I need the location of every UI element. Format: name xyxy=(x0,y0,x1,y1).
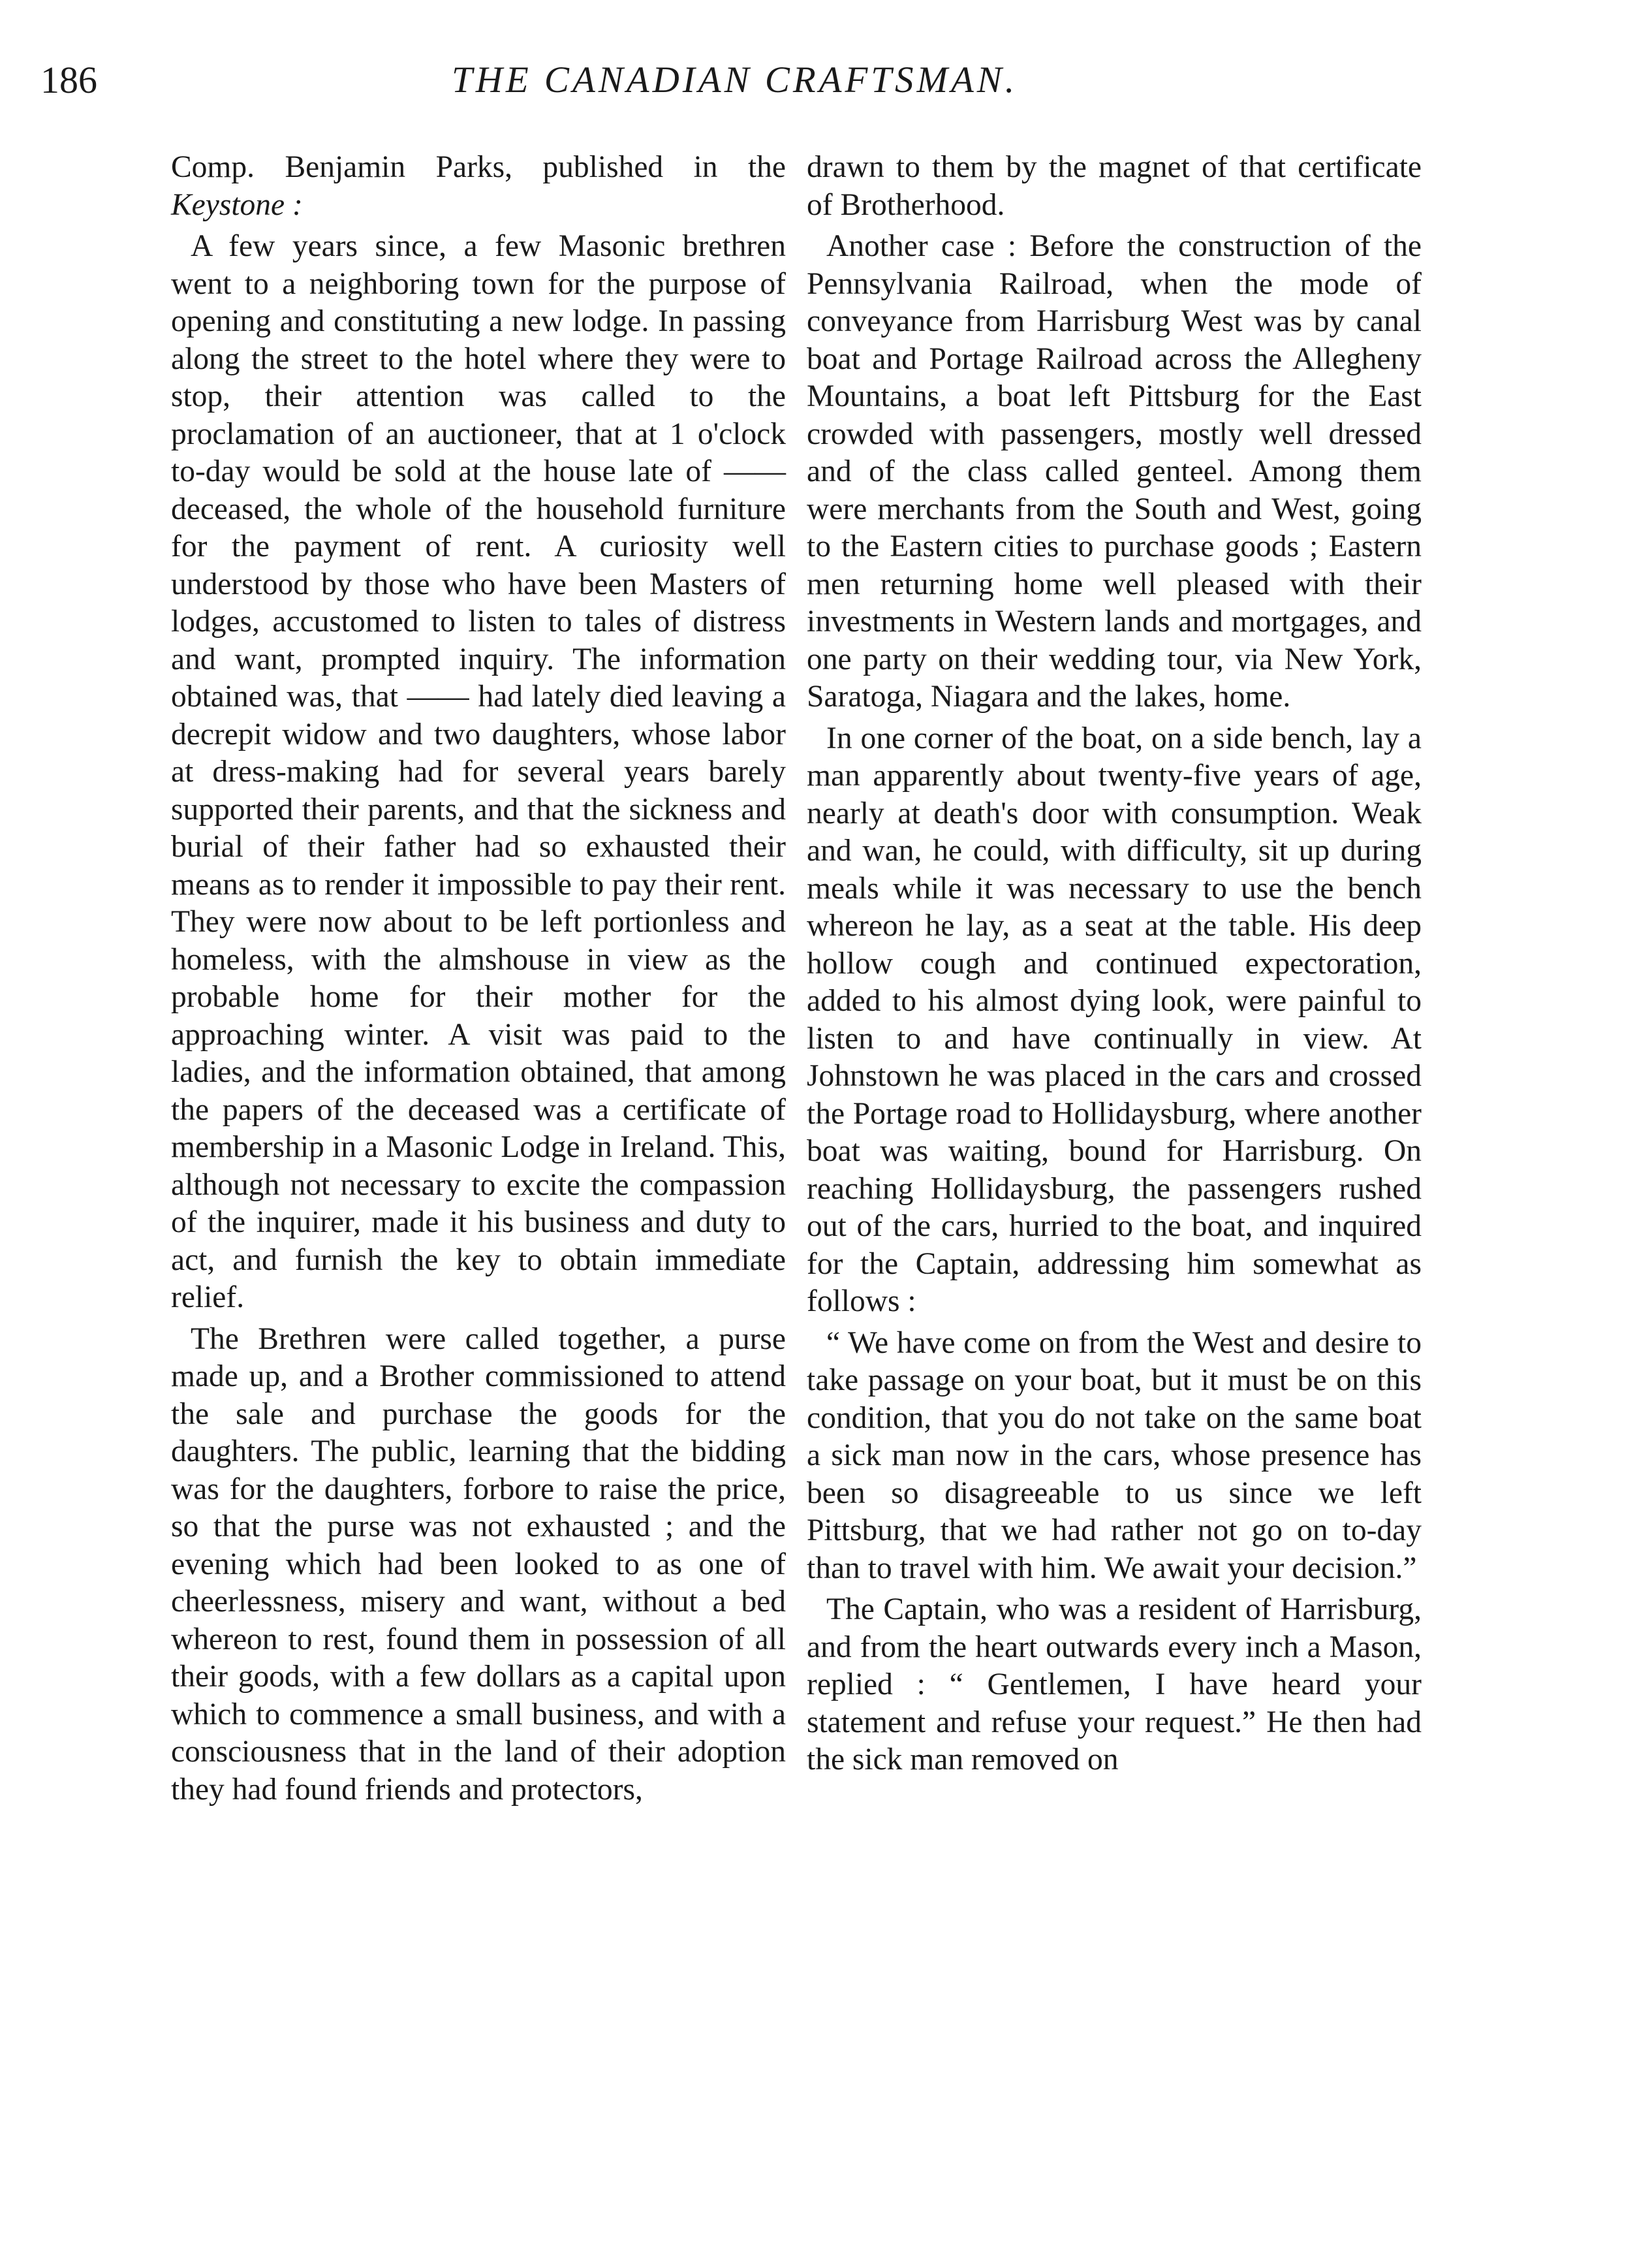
paragraph: “ We have come on from the West and desire to take passage on your boat, but it must be on this condition, that you do not take on the same boat a sick man now in the cars, whose presence has been so disagreeable to us since we left Pittsburg, that we had rather not go on to-day than to travel with him. We await your decision.” xyxy=(807,1325,1422,1585)
running-title: THE CANADIAN CRAFTSMAN. xyxy=(452,59,1018,101)
source-title: Keystone : xyxy=(171,187,303,222)
intro-text: Comp. Benjamin Parks, published in the xyxy=(171,150,786,184)
right-column xyxy=(807,149,1422,1783)
paragraph-continued: drawn to them by the magnet of that certificate of Brotherhood. xyxy=(807,150,1422,222)
paragraph: In one corner of the boat, on a side bench, lay a man apparently about twenty-five years of age, nearly at death's door with consumption. Weak and wan, he could, with difficulty, sit up during meals while it was necessary to use the bench whereon he lay, as a seat at the table. His deep hollow cough and continued expectoration, added to his almost dying look, were painful to listen to and have continually in view. At Johnstown he was placed in the cars and crossed the Portage road to Hollidaysburg, where another boat was waiting, bound for Harrisburg. On reaching Hollidaysburg, the passengers rushed out of the cars, hurried to the boat, and inquired for the Captain, addressing him somewhat as follows : xyxy=(807,721,1422,1318)
paragraph: A few years since, a few Masonic brethren went to a neighboring town for the purpose of opening and constituting a new lodge. In passing along the street to the hotel where they were to stop, their attention was called to the proclamation of an auctioneer, that at 1 o'clock to-day would be sold at the house late of —— deceased, the whole of the household furniture for the payment of rent. A curiosity well understood by those who have been Masters of lodges, accustomed to listen to tales of distress and want, prompted inquiry. The information obtained was, that —— had lately died leaving a decrepit widow and two daughters, whose labor at dress-making had for several years barely supported their parents, and that the sickness and burial of their father had so exhausted their means as to render it impossible to pay their rent. They were now about to be left portionless and homeless, with the almshouse in view as the probable home for their mother for the approaching winter. A visit was paid to the ladies, and the information obtained, that among the papers of the deceased was a certificate of membership in a Masonic Lodge in Ireland. This, although not necessary to excite the compassion of the inquirer, made it his business and duty to act, and furnish the key to obtain immediate relief. xyxy=(171,229,786,1314)
paragraph: Another case : Before the construction of the Pennsylvania Railroad, when the mode of conveyance from Harrisburg West was by canal boat and Portage Railroad across the Allegheny Mountains, a boat left Pittsburg for the East crowded with passengers, mostly well dressed and of the class called genteel. Among them were merchants from the South and West, going to the Eastern cities to purchase goods ; Eastern men returning home well pleased with their investments in Western lands and mortgages, and one party on their wedding tour, via New York, Saratoga, Niagara and the lakes, home. xyxy=(807,229,1422,714)
page-number: 186 xyxy=(40,59,97,101)
intro-paragraph xyxy=(171,149,786,224)
left-column xyxy=(171,149,786,1812)
paragraph: The Captain, who was a resident of Harrisburg, and from the heart outwards every inch a Mason, replied : “ Gentlemen, I have heard your statement and refuse your request.” He then had the sick man removed on xyxy=(807,1592,1422,1777)
paragraph: The Brethren were called together, a purse made up, and a Brother commissioned to attend the sale and purchase the goods for the daughters. The public, learning that the bidding was for the daughters, forbore to raise the price, so that the purse was not exhausted ; and the evening which had been looked to as one of cheerlessness, misery and want, without a bed whereon to rest, found them in possession of all their goods, with a few dollars as a capital upon which to commence a small business, and with a consciousness that in the land of their adoption they had found friends and protectors, xyxy=(171,1321,786,1807)
